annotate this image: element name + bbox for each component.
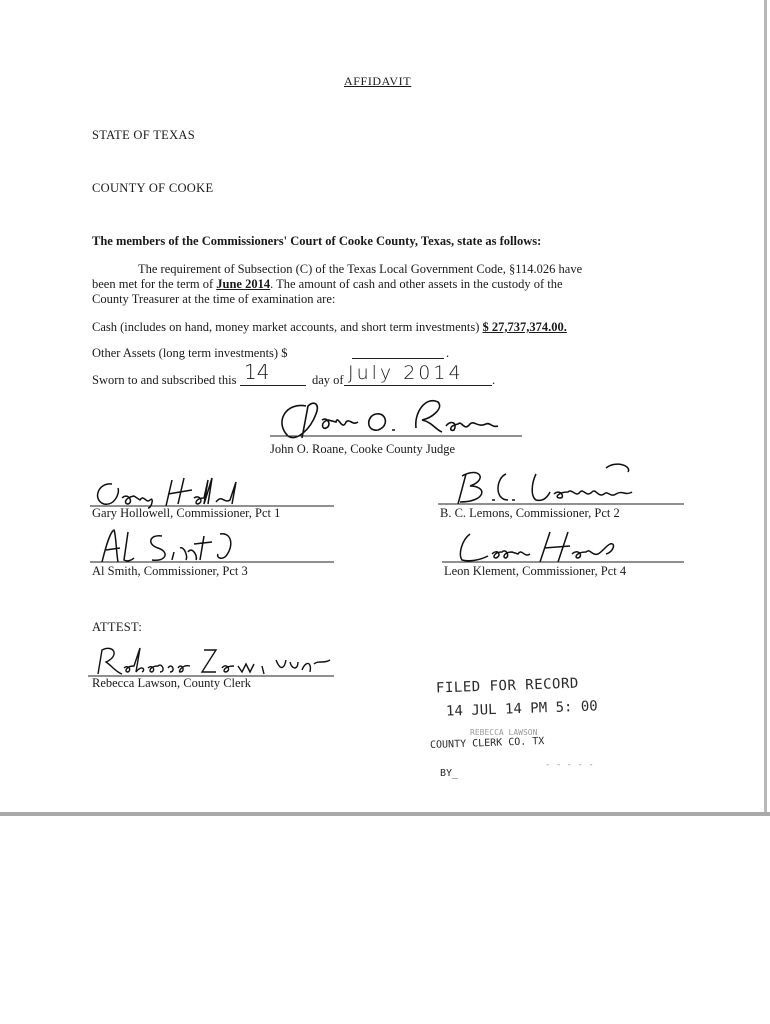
state-heading: STATE OF TEXAS [92, 128, 195, 142]
other-assets-end: . [446, 346, 450, 360]
clerk-signature [86, 640, 336, 680]
clerk-name: Rebecca Lawson, County Clerk [92, 676, 251, 690]
county-heading: COUNTY OF COOKE [92, 181, 214, 195]
document-title: AFFIDAVIT [344, 74, 412, 88]
judge-name: John O. Roane, Cooke County Judge [270, 442, 456, 456]
term-value: June 2014 [216, 277, 271, 291]
judge-signature [266, 392, 526, 444]
pct3-name: Al Smith, Commissioner, Pct 3 [92, 564, 248, 578]
sworn-month-handwritten: July 2014 [348, 362, 464, 384]
filed-stamp-line1: FILED FOR RECORD [435, 675, 580, 697]
day-blank-line [240, 385, 306, 386]
filed-stamp-by: BY_ [440, 768, 459, 779]
paragraph-text: . The amount of cash and other assets in the custody of the [270, 277, 563, 291]
other-assets-blank-line [352, 358, 444, 359]
pct1-name: Gary Hollowell, Commissioner, Pct 1 [92, 506, 281, 520]
paragraph-text: been met for the term of [92, 277, 217, 291]
filed-stamp-line3a: REBECCA LAWSON [470, 728, 538, 737]
other-assets-label: Other Assets (long term investments) $ [92, 346, 288, 360]
page-edge-bottom [0, 812, 770, 816]
cash-line [92, 320, 567, 335]
sworn-end: . [492, 373, 496, 387]
pct4-signature [440, 526, 686, 566]
attest-label: ATTEST: [92, 620, 143, 634]
paragraph-line-1: The requirement of Subsection (C) of the Texas Local Government Code, §114.026 have [138, 262, 583, 276]
pct2-name: B. C. Lemons, Commissioner, Pct 2 [440, 506, 620, 520]
sworn-day-of: day of [312, 373, 344, 387]
filed-stamp-line2: 14 JUL 14 PM 5: 00 [445, 698, 598, 720]
page-edge-right [764, 0, 767, 816]
pct1-signature [88, 474, 336, 510]
cash-label: Cash (includes on hand, money market accounts, and short term investments) [92, 320, 483, 334]
sworn-label: Sworn to and subscribed this [92, 373, 237, 387]
month-blank-line [344, 385, 492, 386]
intro-statement: The members of the Commissioners' Court of Cooke County, Texas, state as follows: [92, 234, 542, 248]
paragraph-line-2 [92, 277, 563, 292]
pct3-signature [88, 526, 336, 566]
filed-stamp-line3b: COUNTY CLERK CO. TX [429, 736, 545, 751]
paragraph-line-3: County Treasurer at the time of examination are: [92, 292, 336, 306]
filed-stamp-faint-mark: - - - - - [545, 760, 594, 770]
cash-amount: $ 27,737,374.00. [482, 320, 567, 334]
pct2-signature [436, 456, 686, 512]
pct4-name: Leon Klement, Commissioner, Pct 4 [444, 564, 627, 578]
sworn-day-handwritten: 14 [244, 360, 270, 384]
